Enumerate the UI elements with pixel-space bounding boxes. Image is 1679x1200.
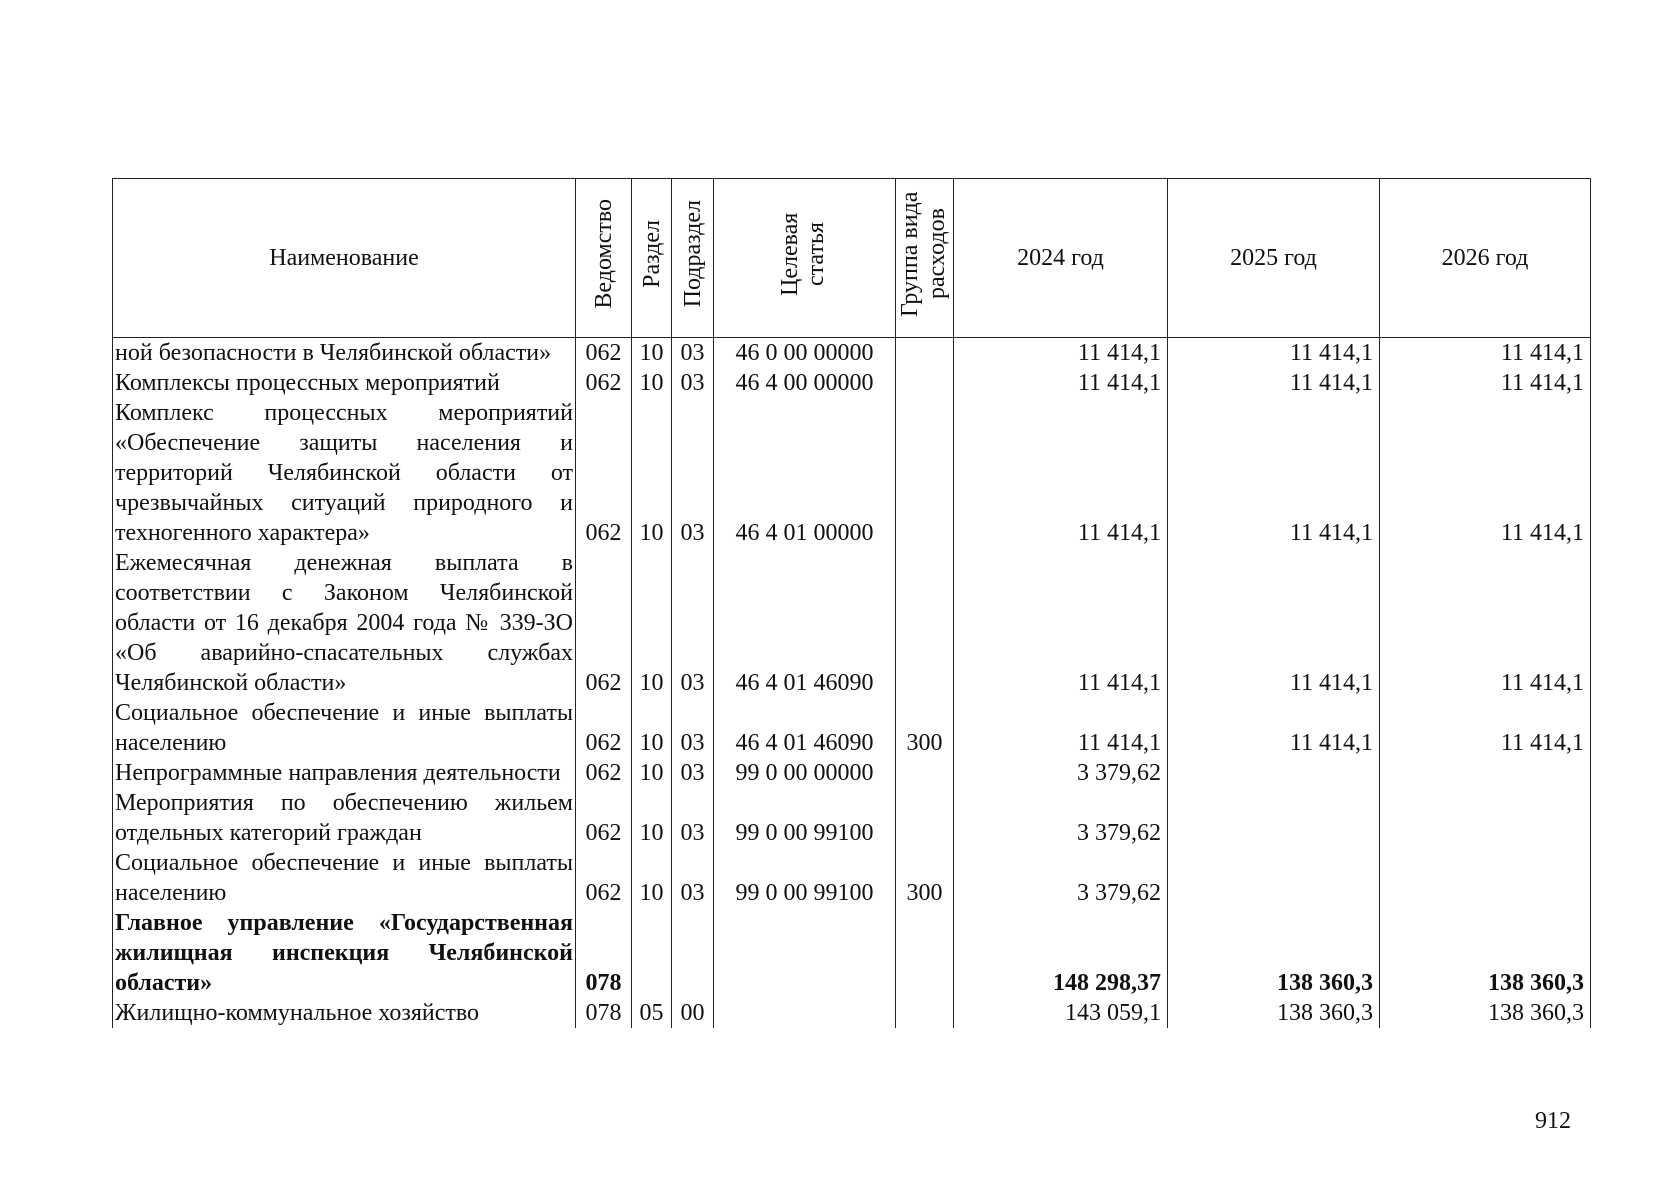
cell-ved: 062: [576, 398, 632, 548]
cell-2026: [1380, 758, 1591, 788]
table-body: [113, 338, 1591, 1029]
cell-ved: 078: [576, 998, 632, 1028]
cell-2024: 3 379,62: [954, 848, 1168, 908]
cell-podrazdel: 03: [672, 398, 714, 548]
cell-2024: 11 414,1: [954, 338, 1168, 369]
cell-gruppa: [896, 368, 954, 398]
cell-podrazdel: 03: [672, 548, 714, 698]
budget-table-page: [112, 178, 1590, 1028]
cell-name: ной безопасности в Челябинской области»: [113, 338, 576, 369]
cell-2026: 138 360,3: [1380, 908, 1591, 998]
cell-celevaya: 99 0 00 99100: [714, 848, 896, 908]
cell-2025: [1168, 848, 1380, 908]
cell-gruppa: [896, 908, 954, 998]
cell-gruppa: 300: [896, 698, 954, 758]
cell-name: Социальное обеспечение и иные выплаты населению: [113, 848, 576, 908]
header-gruppa: [896, 179, 954, 338]
cell-2026: 138 360,3: [1380, 998, 1591, 1028]
cell-razdel: 10: [632, 758, 672, 788]
cell-2025: 11 414,1: [1168, 548, 1380, 698]
table-row: [113, 848, 1591, 908]
cell-razdel: 10: [632, 398, 672, 548]
header-2025: 2025 год: [1168, 179, 1380, 338]
cell-gruppa: [896, 788, 954, 848]
header-razdel: [632, 179, 672, 338]
cell-celevaya: 46 0 00 00000: [714, 338, 896, 369]
cell-name: Непрограммные направления деятельности: [113, 758, 576, 788]
cell-name: Комплексы процессных мероприятий: [113, 368, 576, 398]
cell-razdel: 10: [632, 548, 672, 698]
table-header-row: [113, 179, 1591, 338]
cell-2026: 11 414,1: [1380, 698, 1591, 758]
cell-gruppa: 300: [896, 848, 954, 908]
cell-podrazdel: 03: [672, 368, 714, 398]
table-row: [113, 908, 1591, 998]
cell-celevaya: 99 0 00 99100: [714, 788, 896, 848]
header-2026: 2026 год: [1380, 179, 1591, 338]
cell-2024: 143 059,1: [954, 998, 1168, 1028]
table-row: [113, 548, 1591, 698]
cell-2024: 11 414,1: [954, 548, 1168, 698]
cell-gruppa: [896, 998, 954, 1028]
cell-razdel: 10: [632, 788, 672, 848]
cell-name: Жилищно-коммунальное хозяйство: [113, 998, 576, 1028]
cell-celevaya: [714, 908, 896, 998]
header-ved-label: Ведомство: [590, 199, 617, 309]
cell-celevaya: 46 4 01 46090: [714, 698, 896, 758]
cell-razdel: [632, 908, 672, 998]
cell-2025: [1168, 758, 1380, 788]
table-row: [113, 338, 1591, 369]
table-row: [113, 998, 1591, 1028]
cell-2024: 11 414,1: [954, 398, 1168, 548]
cell-2026: [1380, 848, 1591, 908]
cell-razdel: 10: [632, 368, 672, 398]
cell-2026: 11 414,1: [1380, 548, 1591, 698]
header-celevaya-label: Целевая статья: [776, 212, 829, 296]
cell-2025: 138 360,3: [1168, 908, 1380, 998]
cell-razdel: 05: [632, 998, 672, 1028]
cell-ved: 062: [576, 758, 632, 788]
cell-2025: 11 414,1: [1168, 398, 1380, 548]
cell-2024: 148 298,37: [954, 908, 1168, 998]
cell-2026: 11 414,1: [1380, 368, 1591, 398]
cell-2025: 11 414,1: [1168, 338, 1380, 369]
cell-podrazdel: 03: [672, 338, 714, 369]
cell-2025: [1168, 788, 1380, 848]
cell-name: Комплекс процессных мероприятий «Обеспечение защиты населения и территорий Челябинской области от чрезвычайных ситуаций природного и техногенного характера»: [113, 398, 576, 548]
cell-razdel: 10: [632, 338, 672, 369]
cell-celevaya: 46 4 01 46090: [714, 548, 896, 698]
header-gruppa-label: Группа вида расходов: [896, 191, 950, 317]
cell-podrazdel: 03: [672, 698, 714, 758]
table-row: [113, 788, 1591, 848]
page-number: 912: [1535, 1108, 1571, 1134]
cell-celevaya: 46 4 00 00000: [714, 368, 896, 398]
cell-ved: 062: [576, 788, 632, 848]
cell-name: Главное управление «Государственная жилищная инспекция Челябинской области»: [113, 908, 576, 998]
cell-2025: 138 360,3: [1168, 998, 1380, 1028]
header-podrazdel: [672, 179, 714, 338]
cell-ved: 062: [576, 368, 632, 398]
cell-podrazdel: 00: [672, 998, 714, 1028]
budget-table: [112, 178, 1591, 1028]
cell-gruppa: [896, 338, 954, 369]
cell-2026: 11 414,1: [1380, 398, 1591, 548]
cell-gruppa: [896, 548, 954, 698]
cell-name: Мероприятия по обеспечению жильем отдельных категорий граждан: [113, 788, 576, 848]
cell-celevaya: 99 0 00 00000: [714, 758, 896, 788]
cell-2024: 3 379,62: [954, 788, 1168, 848]
cell-2026: 11 414,1: [1380, 338, 1591, 369]
cell-2024: 11 414,1: [954, 368, 1168, 398]
cell-ved: 062: [576, 698, 632, 758]
cell-2026: [1380, 788, 1591, 848]
cell-gruppa: [896, 758, 954, 788]
cell-ved: 062: [576, 848, 632, 908]
cell-podrazdel: 03: [672, 788, 714, 848]
cell-podrazdel: 03: [672, 758, 714, 788]
header-2024: 2024 год: [954, 179, 1168, 338]
header-razdel-label: Раздел: [638, 220, 665, 288]
header-ved: [576, 179, 632, 338]
cell-2024: 11 414,1: [954, 698, 1168, 758]
cell-2024: 3 379,62: [954, 758, 1168, 788]
cell-2025: 11 414,1: [1168, 698, 1380, 758]
cell-name: Ежемесячная денежная выплата в соответствии с Законом Челябинской области от 16 декабря 2004 года № 339-ЗО «Об аварийно-спасательных службах Челябинской области»: [113, 548, 576, 698]
cell-ved: 062: [576, 548, 632, 698]
cell-name: Социальное обеспечение и иные выплаты населению: [113, 698, 576, 758]
table-row: [113, 368, 1591, 398]
table-row: [113, 698, 1591, 758]
cell-razdel: 10: [632, 698, 672, 758]
cell-podrazdel: [672, 908, 714, 998]
cell-ved: 078: [576, 908, 632, 998]
header-celevaya: [714, 179, 896, 338]
cell-podrazdel: 03: [672, 848, 714, 908]
cell-celevaya: [714, 998, 896, 1028]
cell-celevaya: 46 4 01 00000: [714, 398, 896, 548]
cell-2025: 11 414,1: [1168, 368, 1380, 398]
table-row: [113, 758, 1591, 788]
cell-ved: 062: [576, 338, 632, 369]
cell-gruppa: [896, 398, 954, 548]
table-row: [113, 398, 1591, 548]
header-name: Наименование: [113, 179, 576, 338]
cell-razdel: 10: [632, 848, 672, 908]
header-podrazdel-label: Подраздел: [679, 200, 706, 308]
